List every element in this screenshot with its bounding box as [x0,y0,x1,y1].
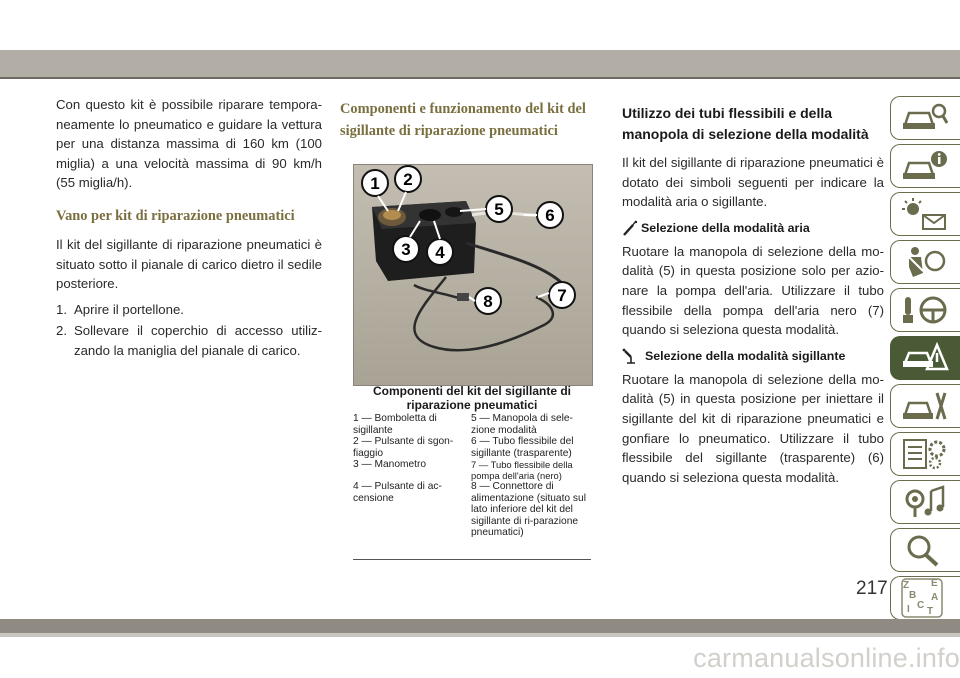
tab-specs[interactable] [890,432,960,476]
column-middle [340,98,602,142]
section-heading-storage: Vano per kit di riparazione pneumatici [56,207,295,224]
top-band-line [0,77,960,79]
step-text: Aprire il portellone. [74,301,184,317]
seatbelt-airbag-icon [901,245,949,279]
air-mode-icon [622,220,638,236]
legend-item: 4 — Pulsante di ac-censione [353,481,442,504]
sealant-mode-icon [622,348,642,364]
tab-driving[interactable] [890,288,960,332]
chapter-tabs [890,96,960,624]
legend-item: 8 — Connettore di alimentazione (situato sul lato inferiore del kit del sigillante di ri-parazione pneumatici) [471,481,586,538]
callout-2: 2 [403,170,413,189]
usage-intro: Il kit del sigillante di riparazione pneumatici è dotato dei simboli seguenti per indicare la modalità aria o sigillante. [622,155,884,210]
svg-text:Z: Z [903,580,910,591]
car-warning-triangle-icon [901,341,949,375]
watermark: carmanualsonline.info [693,643,960,673]
callout-7: 7 [557,286,567,305]
legend-item: 1 — Bomboletta di sigillante [353,413,437,436]
storage-paragraph: Il kit del sigillante di riparazione pneumatici è situato sotto il pianale di carico dietro il sedile posteriore. [56,236,322,292]
column-left [56,95,322,363]
warning-lights-mail-icon [901,197,949,231]
callout-1: 1 [370,174,380,193]
callout-3: 3 [401,240,411,259]
list-item [56,300,322,320]
bottom-band-line [0,633,960,637]
figure-legend [353,413,591,539]
legend-divider [353,559,591,560]
index-letters-icon [901,578,949,618]
svg-text:C: C [917,600,925,611]
legend-item: 2 — Pulsante di sgon-fiaggio [353,436,454,459]
svg-text:A: A [931,592,939,603]
tab-car-info[interactable] [890,144,960,188]
tab-index[interactable] [890,576,960,620]
specs-gears-icon [901,437,949,471]
tab-service[interactable] [890,384,960,428]
sealant-mode-heading [622,348,884,364]
tab-car-search[interactable] [890,96,960,140]
svg-text:I: I [907,604,910,615]
top-band [0,50,960,77]
figure-caption: Componenti del kit del sigillante di riparazione pneumatici [372,384,572,412]
legend-item: 3 — Manometro [353,459,427,470]
step-number: 1. [56,301,67,317]
tab-search[interactable] [890,528,960,572]
sealant-mode-text: Ruotare la manopola di selezione della mo-dalità (5) in questa posizione per iniettare il sigillante del kit di riparazione pneumatici e gonfiare lo pneumatico. Utilizzare il tubo flessibile del sigillante (trasparente) (6) quando si seleziona questa modalità. [622,371,884,485]
kit-illustration [354,165,592,385]
step-number: 2. [56,323,67,339]
callout-4: 4 [435,243,445,262]
sealant-mode-title: Selezione della modalità sigillante [645,348,846,363]
callout-5: 5 [494,200,504,219]
legend-item: 5 — Manopola di sele-zione modalità [471,413,573,436]
section-heading-usage: Utilizzo dei tubi flessibili e della manopola di selezione della modalità [622,105,869,142]
tab-safety[interactable] [890,240,960,284]
callout-8: 8 [483,292,493,311]
intro-paragraph: Con questo kit è possibile riparare tempora-neamente lo pneumatico e guidare la vettura per una distanza massima di 160 km (100 miglia) a una velocità massima di 90 km/h (55 miglia/h). [56,97,322,191]
step-text: Sollevare il coperchio di accesso utiliz-zando la maniglia del pianale di carico. [74,323,322,358]
air-mode-heading [622,220,884,236]
air-mode-title: Selezione della modalità aria [641,220,810,235]
section-heading-components: Componenti e funzionamento del kit del sigillante di riparazione pneumatici [340,101,586,139]
steps-list [56,300,322,361]
svg-text:B: B [909,590,917,601]
list-item [56,321,322,360]
bottom-band [0,619,960,633]
car-search-icon [901,101,949,135]
svg-text:E: E [931,578,938,589]
tab-emergency[interactable] [890,336,960,380]
legend-item: 6 — Tubo flessibile del sigillante (trasparente) [471,436,574,459]
svg-text:T: T [927,606,934,617]
car-info-icon [901,149,949,183]
search-magnifier-icon [901,533,949,567]
steering-wheel-shifter-icon [901,293,949,327]
callout-6: 6 [545,206,555,225]
multimedia-icon [901,485,949,519]
kit-photo [353,164,593,386]
page-number: 217 [856,578,888,599]
car-tools-icon [901,389,949,423]
legend-item: 7 — Tubo flessibile della pompa dell'aria (nero) [471,459,573,481]
tab-warning-lights[interactable] [890,192,960,236]
air-mode-text: Ruotare la manopola di selezione della mo-dalità (5) in questa posizione solo per azio-nare la pompa dell'aria. Utilizzare il tubo flessibile della pompa dell'aria nero (7) quando si seleziona questa modalità. [622,243,884,338]
tab-multimedia[interactable] [890,480,960,524]
column-right [622,103,884,487]
